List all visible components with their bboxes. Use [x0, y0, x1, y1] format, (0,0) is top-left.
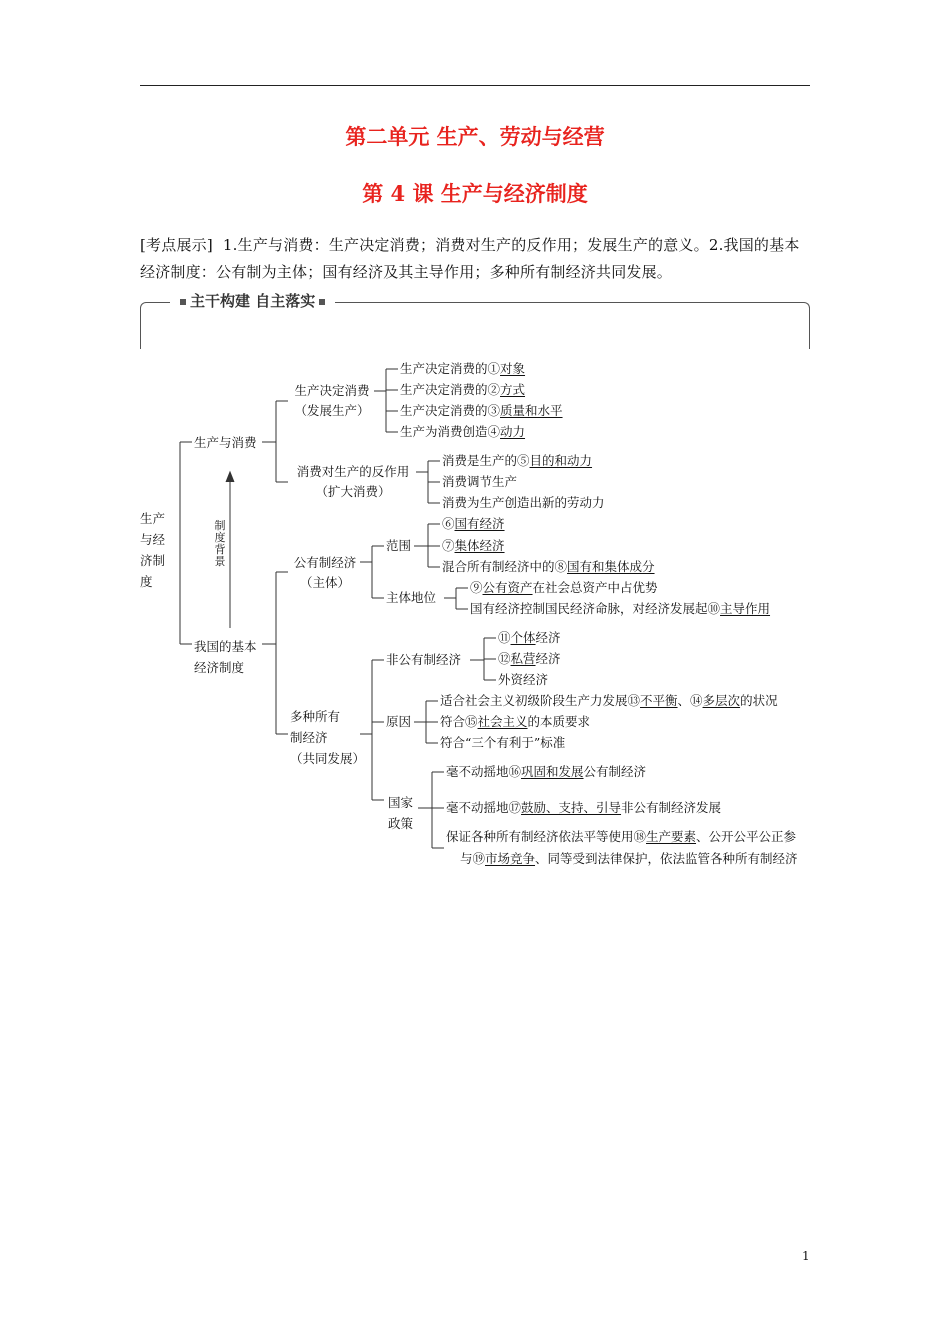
- s1-label: 生产决定消费 （发展生产）: [294, 383, 370, 418]
- nonpublic-label: 非公有制经济: [386, 652, 462, 667]
- policy-item-3a: 保证各种所有制经济依法平等使用⑱生产要素、公开公平公正参: [446, 829, 797, 844]
- status-item-2: 国有经济控制国民经济命脉，对经济发展起⑩主导作用: [470, 601, 771, 616]
- lesson-title: 第 4 课 生产与经济制度: [362, 181, 588, 206]
- section-box-title: 主干构建 自主落实: [170, 290, 335, 311]
- mindmap-root: 生产与经济制度: [140, 511, 166, 589]
- s2-item-2: 消费调节生产: [442, 474, 518, 489]
- reason-label: 原因: [386, 714, 412, 729]
- nonpublic-item-2: ⑫私营经济: [498, 651, 561, 666]
- policy-item-2: 毫不动摇地⑰鼓励、支持、引导非公有制经济发展: [446, 800, 722, 815]
- scope-label: 范围: [386, 538, 412, 553]
- s2-item-3: 消费为生产创造出新的劳动力: [442, 495, 605, 510]
- reason-item-1: 适合社会主义初级阶段生产力发展⑬不平衡、⑭多层次的状况: [440, 693, 778, 708]
- s1-item-3: 生产决定消费的③质量和水平: [400, 403, 563, 418]
- scope-item-2: ⑦集体经济: [442, 538, 505, 553]
- exam-points-text: 1.生产与消费：生产决定消费；消费对生产的反作用；发展生产的意义。2.我国的基本经济制度：公有制为主体；国有经济及其主导作用；多种所有制经济共同发展。: [140, 236, 800, 281]
- status-label: 主体地位: [386, 590, 437, 605]
- unit-title: 第二单元 生产、劳动与经营: [345, 124, 605, 149]
- s1-item-2: 生产决定消费的②方式: [400, 382, 526, 397]
- reason-item-3: 符合“三个有利于”标准: [440, 735, 566, 750]
- s1-item-4: 生产为消费创造④动力: [400, 424, 526, 439]
- scope-item-3: 混合所有制经济中的⑧国有和集体成分: [442, 559, 655, 574]
- scope-item-1: ⑥国有经济: [442, 516, 505, 531]
- branch-basic-system: 我国的基本 经济制度: [194, 639, 257, 675]
- policy-label: 国家 政策: [388, 795, 414, 831]
- s1-item-1: 生产决定消费的①对象: [400, 361, 526, 376]
- policy-item-1: 毫不动摇地⑯巩固和发展公有制经济: [446, 764, 647, 779]
- branch-production-consumption: 生产与消费: [194, 435, 257, 450]
- policy-item-3b: 与⑲市场竞争、同等受到法律保护，依法监管各种所有制经济: [460, 851, 798, 866]
- s2-label: 消费对生产的反作用 （扩大消费）: [296, 464, 410, 499]
- s2-item-1: 消费是生产的⑤目的和动力: [442, 453, 593, 468]
- multi-label: 多种所有 制经济 （共同发展）: [290, 709, 366, 766]
- nonpublic-item-1: ⑪个体经济: [498, 630, 561, 645]
- status-item-1: ⑨公有资产在社会总资产中占优势: [470, 580, 658, 595]
- public-label: 公有制经济 （主体）: [293, 555, 357, 590]
- reason-item-2: 符合⑮社会主义的本质要求: [440, 714, 591, 729]
- page-number: 1: [802, 1249, 810, 1263]
- exam-points-tag: [考点展示]: [140, 236, 213, 254]
- arrow-label: 制度背景: [214, 519, 226, 568]
- nonpublic-item-3: 外资经济: [498, 672, 549, 687]
